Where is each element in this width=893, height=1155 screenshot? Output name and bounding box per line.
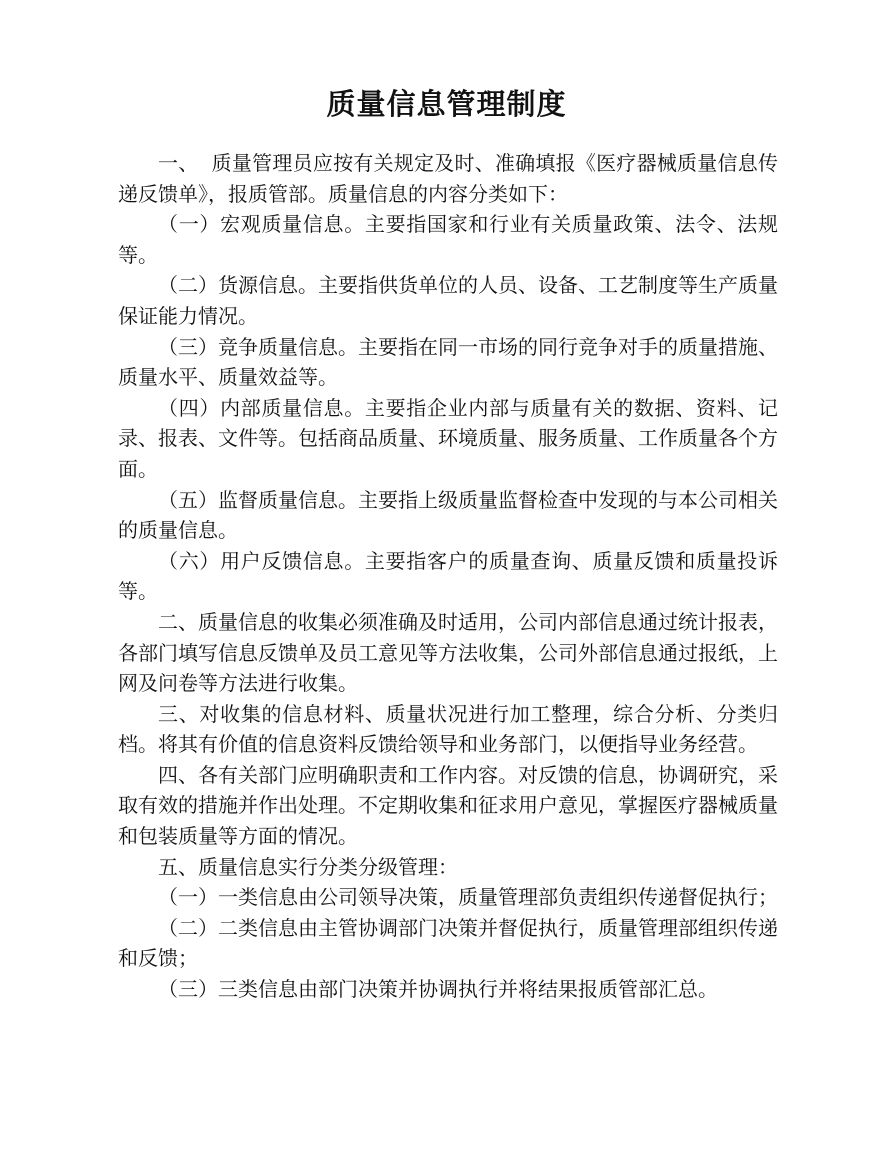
paragraph-4: 四、各有关部门应明确职责和工作内容。对反馈的信息，协调研究，采取有效的措施并作出处理。不定期收集和征求用户意见，掌握医疗器械质量和包装质量等方面的情况。: [118, 762, 778, 849]
paragraph-5-3: （三）三类信息由部门决策并协调执行并将结果报质管部汇总。: [158, 977, 718, 1002]
page-title: 质量信息管理制度: [326, 87, 567, 121]
paragraph-1-3: （三）竞争质量信息。主要指在同一市场的同行竞争对手的质量措施、质量水平、质量效益等。: [118, 334, 778, 390]
paragraph-5-1: （一）一类信息由公司领导决策，质量管理部负责组织传递督促执行；: [158, 885, 778, 910]
paragraph-1-5: （五）监督质量信息。主要指上级质量监督检查中发现的与本公司相关的质量信息。: [118, 487, 778, 543]
document-body: [118, 148, 778, 1005]
paragraph-3: 三、对收集的信息材料、质量状况进行加工整理，综合分析、分类归档。将其有价值的信息资料反馈给领导和业务部门，以便指导业务经营。: [118, 701, 778, 757]
paragraph-5-2: （二）二类信息由主管协调部门决策并督促执行，质量管理部组织传递和反馈；: [118, 915, 778, 971]
paragraph-5: 五、质量信息实行分类分级管理：: [158, 854, 458, 879]
paragraph-2: 二、质量信息的收集必须准确及时适用，公司内部信息通过统计报表，各部门填写信息反馈单及员工意见等方法收集，公司外部信息通过报纸，上网及问卷等方法进行收集。: [118, 609, 778, 696]
paragraph-1: 一、 质量管理员应按有关规定及时、准确填报《医疗器械质量信息传递反馈单》，报质管部。质量信息的内容分类如下：: [118, 151, 778, 206]
paragraph-1-1: （一）宏观质量信息。主要指国家和行业有关质量政策、法令、法规等。: [118, 212, 778, 267]
paragraph-1-2: （二）货源信息。主要指供货单位的人员、设备、工艺制度等生产质量保证能力情况。: [118, 273, 778, 328]
paragraph-1-6: （六）用户反馈信息。主要指客户的质量查询、质量反馈和质量投诉等。: [118, 548, 778, 604]
paragraph-1-4: （四）内部质量信息。主要指企业内部与质量有关的数据、资料、记录、报表、文件等。包括商品质量、环境质量、服务质量、工作质量各个方面。: [118, 395, 778, 481]
